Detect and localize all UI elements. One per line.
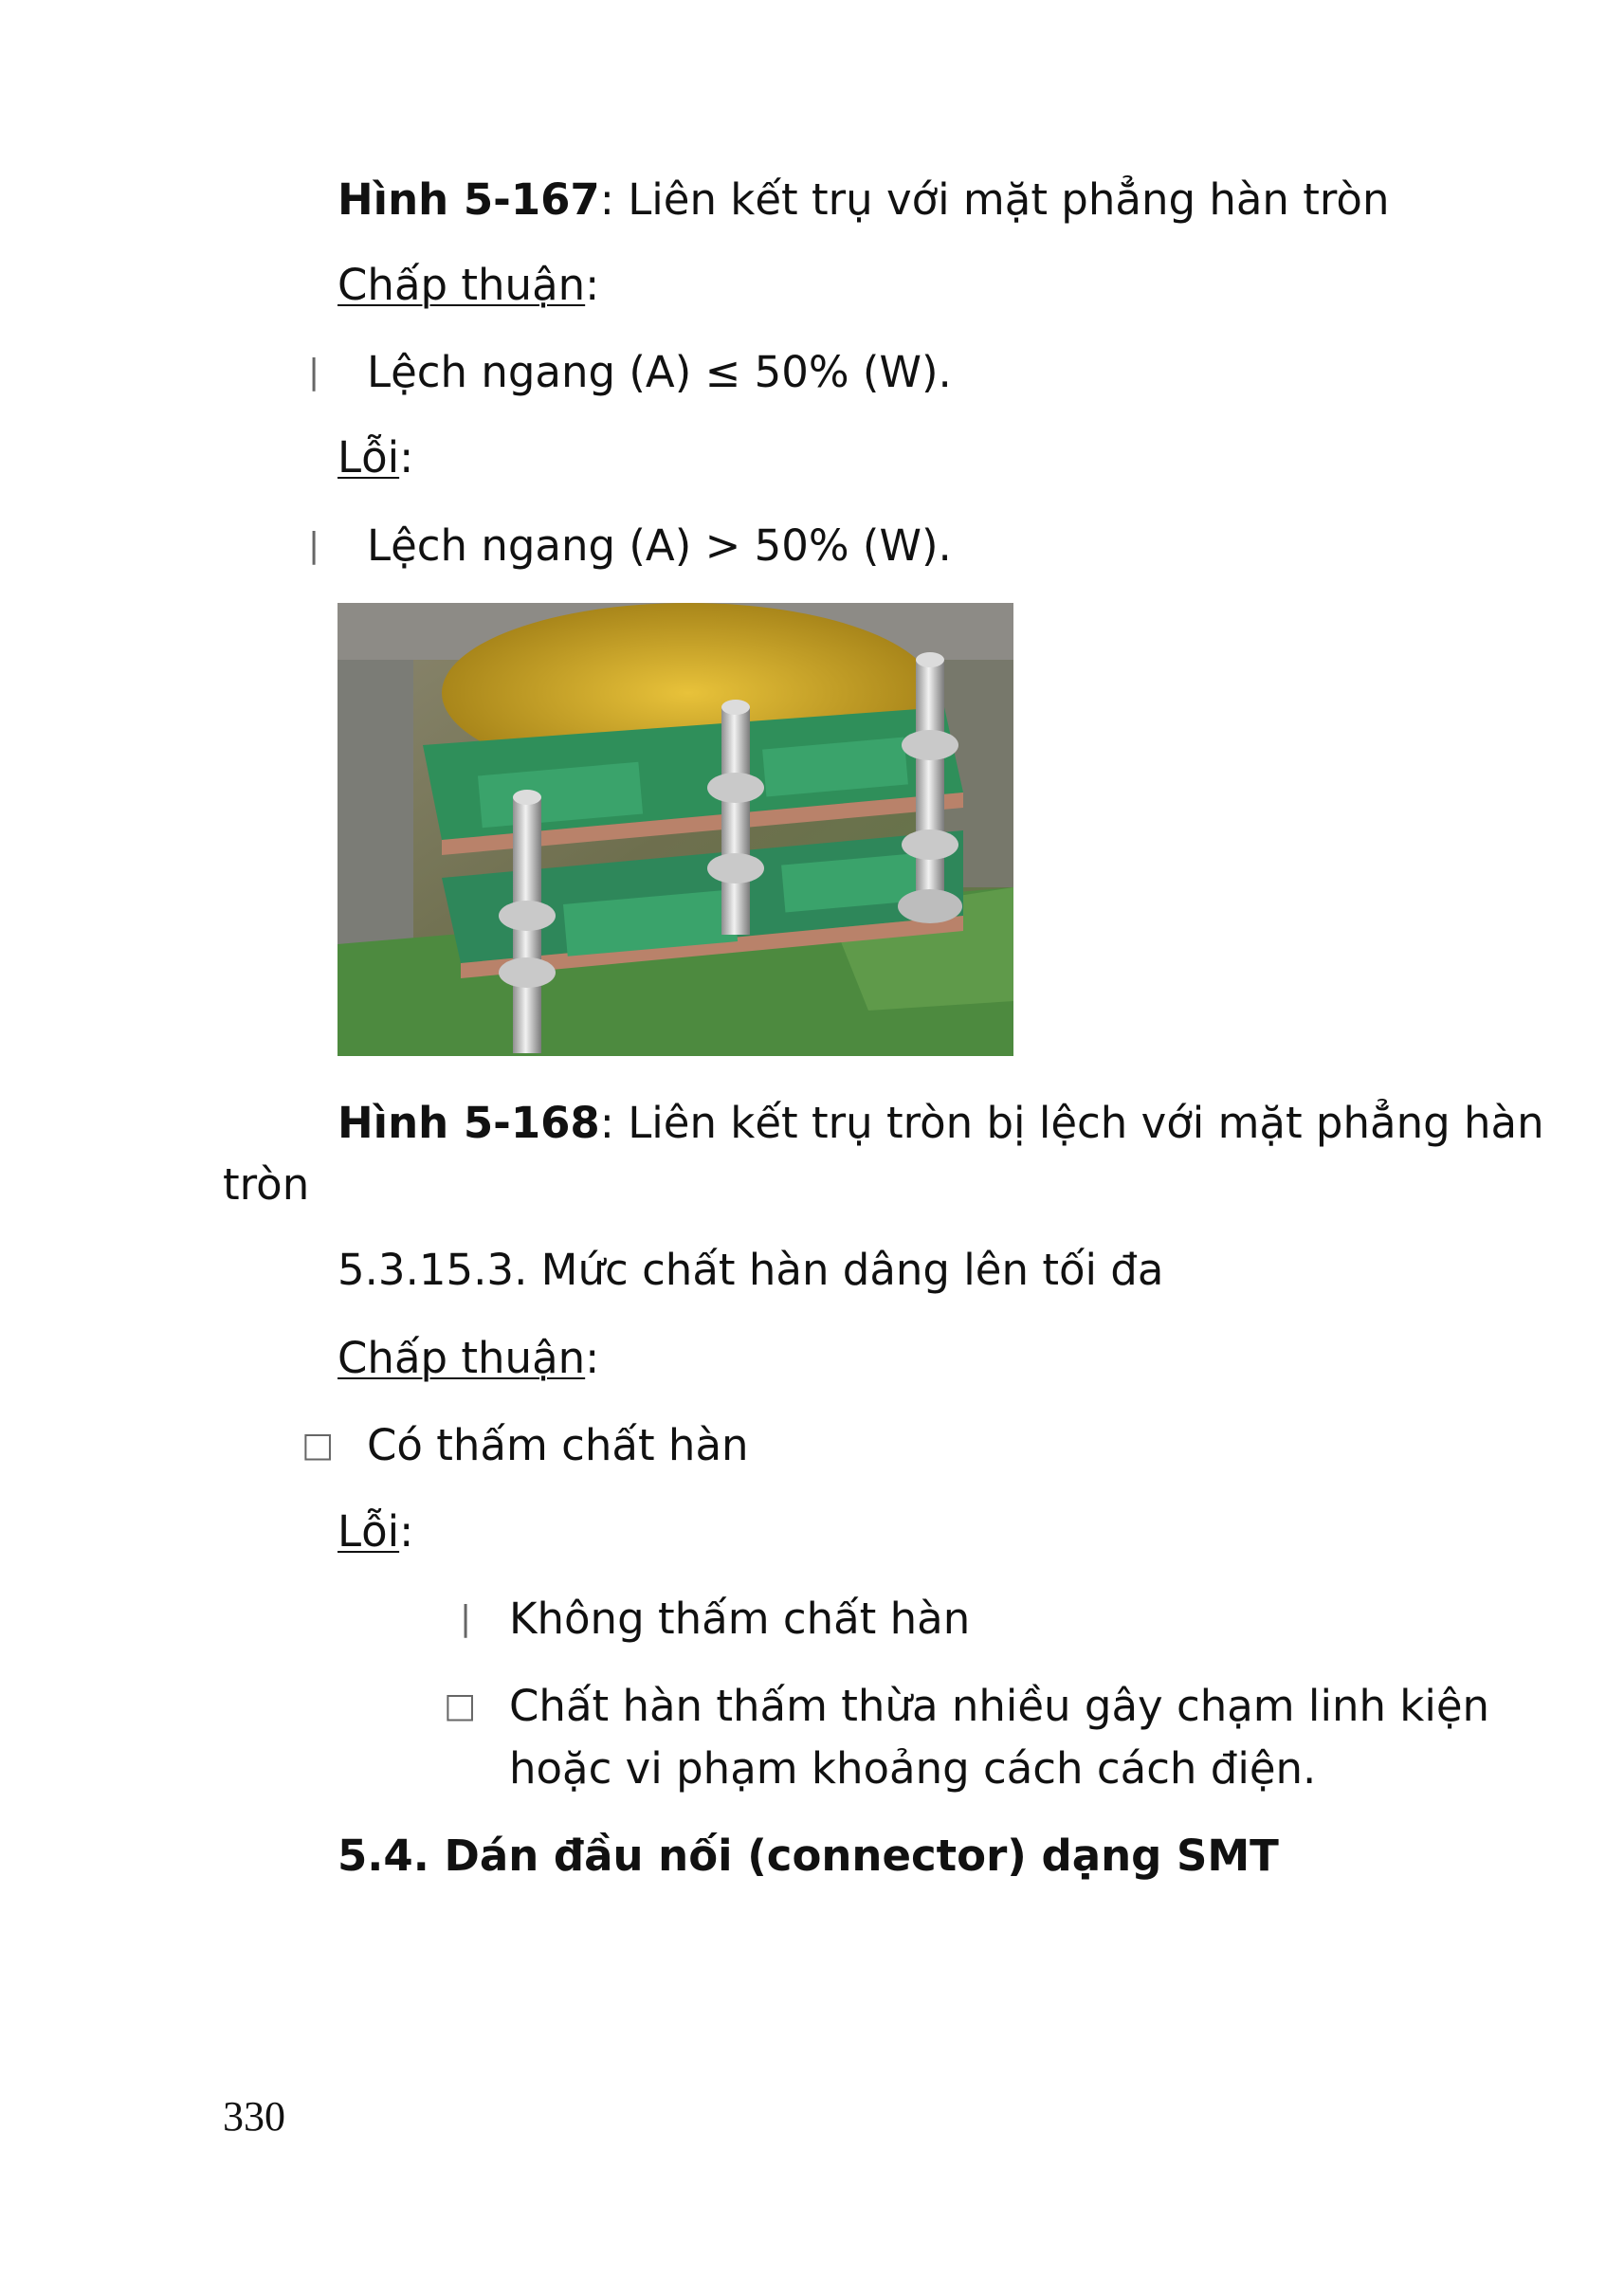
solder-pin-stack-photo: [338, 603, 1013, 1056]
figure-text: : Liên kết trụ với mặt phẳng hàn tròn: [599, 174, 1390, 225]
defect-heading: Lỗi:: [338, 1506, 414, 1557]
bullet-bar-icon: |: [308, 353, 320, 392]
accept-heading: Chấp thuận:: [338, 260, 600, 310]
accept-item: Có thấm chất hàn: [367, 1420, 749, 1470]
figure-label: Hình 5-167: [338, 174, 600, 225]
defect-item: Lệch ngang (A) > 50% (W).: [367, 520, 952, 571]
defect-item: Không thấm chất hàn: [509, 1594, 971, 1644]
defect-item-continuation: hoặc vi phạm khoảng cách cách điện.: [509, 1743, 1317, 1794]
bullet-box-icon: □: [444, 1686, 477, 1725]
figure-caption-168: Hình 5-168: Liên kết trụ tròn bị lệch với mặt phẳng hàn: [338, 1098, 1544, 1148]
page-number: 330: [223, 2093, 285, 2140]
accept-heading: Chấp thuận:: [338, 1333, 600, 1383]
figure-caption-167: [338, 173, 1389, 227]
section-heading: 5.4. Dán đầu nối (connector) dạng SMT: [338, 1831, 1279, 1881]
figure-caption-continuation: tròn: [223, 1159, 310, 1210]
bullet-bar-icon: |: [308, 526, 320, 565]
defect-item: Chất hàn thấm thừa nhiều gây chạm linh kiện: [509, 1681, 1490, 1731]
bullet-box-icon: □: [301, 1426, 335, 1465]
bullet-bar-icon: |: [460, 1599, 472, 1638]
defect-heading: Lỗi:: [338, 432, 414, 483]
accept-item: Lệch ngang (A) ≤ 50% (W).: [367, 347, 952, 397]
subsection-title: 5.3.15.3. Mức chất hàn dâng lên tối đa: [338, 1245, 1164, 1295]
